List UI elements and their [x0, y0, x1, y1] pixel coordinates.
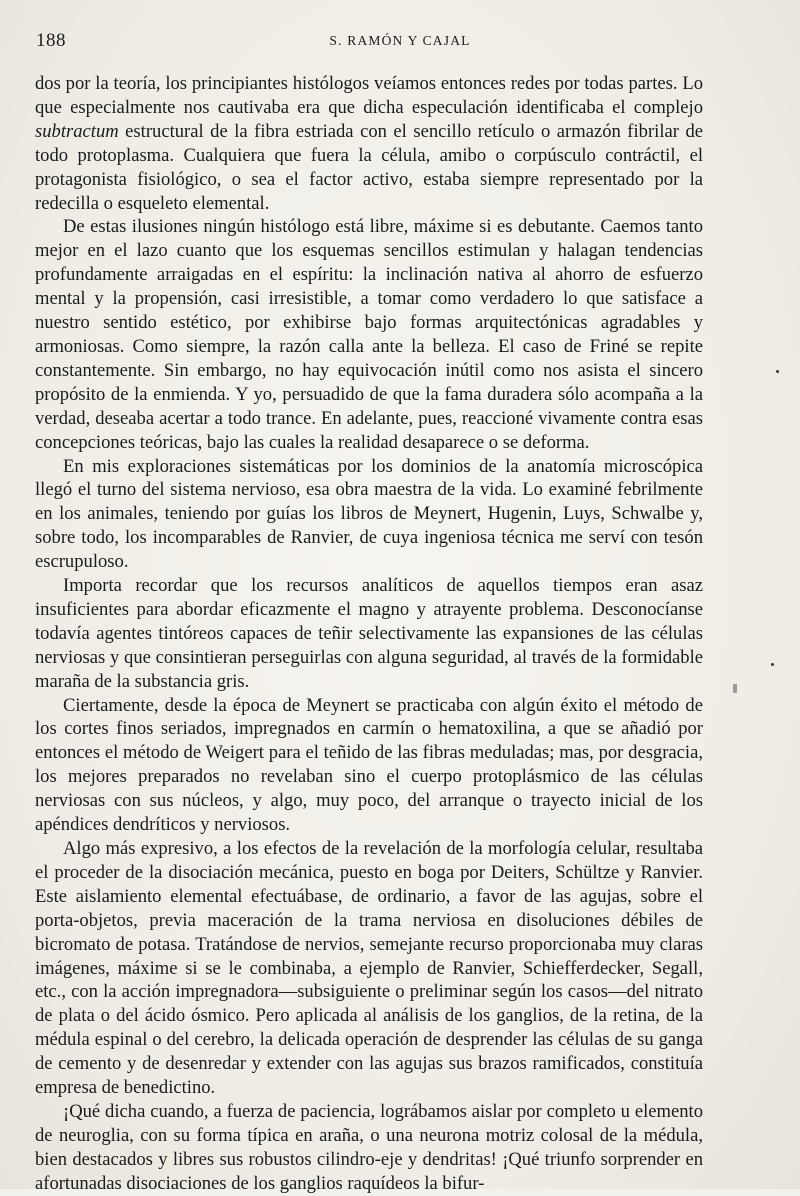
paragraph-1-text-a: dos por la teoría, los principiantes histólogos veíamos entonces redes por todas partes. Lo que especialmente nos cautivaba era que dicha especulación identificaba el complejo: [35, 73, 703, 118]
paragraph-4: Importa recordar que los recursos analíticos de aquellos tiempos eran asaz insuficientes para abordar eficazmente el magno y atrayente problema. Desconocíanse todavía agentes tintóreos capaces de teñir selectivamente las expansiones de las células nerviosas y que consintieran perseguirlas con alguna seguridad, al través de la formidable maraña de la substancia gris.: [35, 575, 703, 692]
body-text: [35, 72, 703, 1196]
ink-speck: [733, 684, 737, 693]
paragraph-1: [35, 72, 703, 215]
running-head-title: S. RAMÓN Y CAJAL: [329, 33, 471, 48]
paragraph-6: Algo más expresivo, a los efectos de la revelación de la morfología celular, resultaba el proceder de la disociación mecánica, puesto en boga por Deiters, Schültze y Ranvier. Este aislamiento elemental efectuábase, de ordinario, a favor de las agujas, sobre el porta-objetos, previa maceración de la trama nerviosa en disoluciones débiles de bicromato de potasa. Tratándose de nervios, semejante recurso proporcionaba muy claras imágenes, máxime si se le combinaba, a ejemplo de Ranvier, Schiefferdecker, Segall, etc., con la acción impregnadora—subsiguiente o preliminar según los casos—del nitrato de plata o del ácido ósmico. Pero aplicada al análisis de los ganglios, de la retina, de la médula espinal o del cerebro, la delicada operación de desprender las células de su ganga de cemento y de desenredar y extender con las agujas sus brazos ramificados, constituía empresa de benedictino.: [35, 838, 703, 1099]
ink-speck: [771, 663, 774, 666]
paragraph-3: En mis exploraciones sistemáticas por los dominios de la anatomía microscópica llegó el turno del sistema nervioso, esa obra maestra de la vida. Lo examiné febrilmente en los animales, teniendo por guías los libros de Meynert, Hugenin, Luys, Schwalbe y, sobre todo, los incomparables de Ranvier, de cuya ingeniosa técnica me serví con tesón escrupuloso.: [35, 455, 703, 573]
paragraph-1-text-b: estructural de la fibra estriada con el sencillo retículo o armazón fibrilar de todo protoplasma. Cualquiera que fuera la célula, amibo o corpúsculo contráctil, el protagonista fisiológico, o sea el factor activo, estaba siempre representado por la redecilla o esqueleto elemental.: [35, 120, 703, 214]
paragraph-7: ¡Qué dicha cuando, a fuerza de paciencia, lográbamos aislar por completo u elemento de neuroglia, con su forma típica en araña, o una neurona motriz colosal de la médula, bien destacados y libres sus robustos cilindro-eje y dendritas! ¡Qué triunfo sorprender en afortunadas disociaciones de los ganglios raquídeos la bifur-: [35, 1100, 703, 1194]
paragraph-2: De estas ilusiones ningún histólogo está libre, máxime si es debutante. Caemos tanto mejor en el lazo cuanto que los esquemas sencillos estimulan y halagan tendencias profundamente arraigadas en el espíritu: la inclinación nativa al ahorro de esfuerzo mental y la propensión, casi irresistible, a tomar como verdadero lo que satisface a nuestro sentido estético, por exhibirse bajo formas arquitectónicas agradables y armoniosas. Como siempre, la razón calla ante la belleza. El caso de Friné se repite constantemente. Sin embargo, no hay equivocación inútil como nos asista el sincero propósito de la enmienda. Y yo, persuadido de que la fama duradera sólo acompaña a la verdad, deseaba acertar a todo trance. En adelante, pues, reaccioné vivamente contra esas concepciones teóricas, bajo las cuales la realidad desaparece o se deforma.: [35, 216, 703, 453]
running-head: [36, 30, 764, 58]
page-number: 188: [36, 30, 66, 51]
italic-term: subtractum: [35, 120, 119, 142]
paragraph-5: Ciertamente, desde la época de Meynert se practicaba con algún éxito el método de los cortes finos seriados, impregnados en carmín o hematoxilina, a que se añadió por entonces el método de Weigert para el teñido de las fibras meduladas; mas, por desgracia, los mejores preparados no revelaban sino el cuerpo protoplásmico de las células nerviosas con sus núcleos, y algo, muy poco, del arranque o trayecto inicial de los apéndices dendríticos y nerviosos.: [35, 694, 703, 836]
ink-speck: [776, 370, 779, 373]
